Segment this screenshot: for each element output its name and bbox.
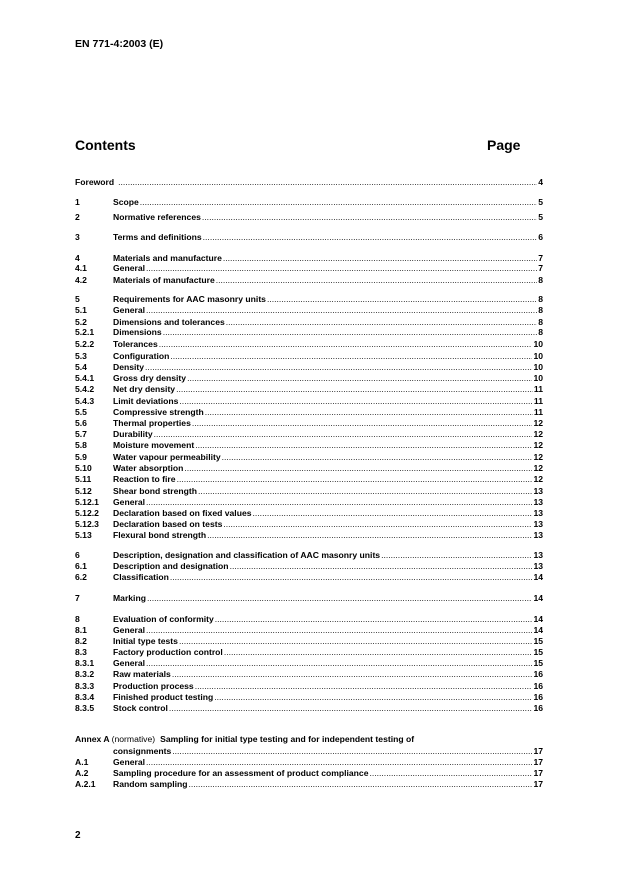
toc-leader bbox=[170, 572, 533, 583]
toc-number: 5.4 bbox=[75, 362, 87, 372]
toc-number: 6.2 bbox=[75, 572, 87, 582]
annex-label bbox=[75, 734, 155, 745]
toc-title: Normative references bbox=[113, 212, 201, 222]
toc-page: 14 bbox=[533, 572, 543, 582]
toc-leader bbox=[176, 384, 533, 395]
toc-title: General bbox=[113, 625, 146, 635]
toc-entry[interactable] bbox=[75, 473, 543, 485]
toc-number: 8 bbox=[75, 614, 80, 624]
toc-entry[interactable] bbox=[75, 326, 543, 338]
document-id: EN 771-4:2003 (E) bbox=[75, 38, 164, 50]
toc-leader bbox=[172, 669, 533, 680]
toc-page: 17 bbox=[533, 779, 543, 789]
toc-number: 4 bbox=[75, 253, 80, 263]
page-column-heading: Page bbox=[487, 137, 521, 153]
toc-number: 8.3 bbox=[75, 647, 87, 657]
toc-title: Compressive strength bbox=[113, 407, 204, 417]
toc-title: Net dry density bbox=[113, 384, 176, 394]
toc-page: 15 bbox=[533, 636, 543, 646]
toc-number: 5.6 bbox=[75, 418, 87, 428]
toc-page: 17 bbox=[533, 768, 543, 778]
toc-number: 8.3.4 bbox=[75, 692, 95, 702]
toc-page: 12 bbox=[533, 418, 543, 428]
toc-number: 8.3.2 bbox=[75, 669, 95, 679]
toc-entry-annex-a[interactable] bbox=[75, 733, 543, 745]
toc-page: 17 bbox=[533, 746, 543, 756]
toc-page: 10 bbox=[533, 351, 543, 361]
toc-title: Water vapour permeability bbox=[113, 452, 221, 462]
toc-page: 14 bbox=[533, 593, 543, 603]
toc-page: 5 bbox=[538, 197, 543, 207]
toc-number: 6.1 bbox=[75, 561, 87, 571]
toc-entry[interactable] bbox=[75, 262, 543, 274]
toc-title: Materials and manufacture bbox=[113, 253, 222, 263]
toc-number: 8.3.5 bbox=[75, 703, 95, 713]
toc-number: 4.1 bbox=[75, 263, 87, 273]
toc-page: 16 bbox=[533, 692, 543, 702]
toc-number: 8.3.1 bbox=[75, 658, 95, 668]
toc-title: Reaction to fire bbox=[113, 474, 176, 484]
toc-page: 12 bbox=[533, 440, 543, 450]
toc-entry[interactable] bbox=[75, 439, 543, 451]
toc-title: Flexural bond strength bbox=[113, 530, 207, 540]
toc-number: 5.12.3 bbox=[75, 519, 99, 529]
toc-leader bbox=[177, 474, 533, 485]
toc-page: 11 bbox=[533, 384, 543, 394]
annex-title-line1: Sampling for initial type testing and for independent testing of bbox=[160, 734, 415, 744]
toc-page: 4 bbox=[538, 177, 543, 187]
toc-page: 11 bbox=[533, 396, 543, 406]
toc-leader bbox=[118, 177, 537, 188]
toc-number: 4.2 bbox=[75, 275, 87, 285]
toc-number: 5.13 bbox=[75, 530, 92, 540]
toc-number: 5.4.1 bbox=[75, 373, 95, 383]
toc-leader bbox=[216, 275, 537, 286]
toc-title: General bbox=[113, 757, 146, 767]
toc-entry[interactable] bbox=[75, 383, 543, 395]
toc-title: Shear bond strength bbox=[113, 486, 198, 496]
toc-title: Configuration bbox=[113, 351, 170, 361]
toc-page: 12 bbox=[533, 463, 543, 473]
toc-page: 12 bbox=[533, 429, 543, 439]
toc-entry[interactable] bbox=[75, 304, 543, 316]
toc-number: 5 bbox=[75, 294, 80, 304]
toc-title: General bbox=[113, 305, 146, 315]
toc-title: Gross dry density bbox=[113, 373, 187, 383]
annex-title-line2: consignments bbox=[113, 746, 172, 756]
toc-page: 16 bbox=[533, 703, 543, 713]
toc-page: 13 bbox=[533, 508, 543, 518]
toc-page: 13 bbox=[533, 561, 543, 571]
toc-entry[interactable] bbox=[75, 529, 543, 541]
toc-page: 15 bbox=[533, 658, 543, 668]
toc-page: 17 bbox=[533, 757, 543, 767]
toc-page: 16 bbox=[533, 681, 543, 691]
toc-leader bbox=[207, 530, 532, 541]
toc-page: 8 bbox=[538, 294, 543, 304]
toc-entry[interactable] bbox=[75, 274, 543, 286]
toc-title: General bbox=[113, 658, 146, 668]
toc-title: Terms and definitions bbox=[113, 232, 202, 242]
toc-page: 12 bbox=[533, 474, 543, 484]
toc-title: General bbox=[113, 263, 146, 273]
toc-page: 15 bbox=[533, 647, 543, 657]
annex-label-text: Annex A bbox=[75, 734, 110, 744]
toc-leader bbox=[203, 232, 538, 243]
toc-title: Evaluation of conformity bbox=[113, 614, 214, 624]
toc-page: 8 bbox=[538, 275, 543, 285]
toc-entry[interactable] bbox=[75, 571, 543, 583]
toc-title: Stock control bbox=[113, 703, 168, 713]
toc-entry[interactable] bbox=[75, 592, 543, 604]
toc-title: Finished product testing bbox=[113, 692, 214, 702]
toc-page: 10 bbox=[533, 373, 543, 383]
toc-entry[interactable] bbox=[75, 338, 543, 350]
toc-title: General bbox=[113, 497, 146, 507]
toc-number: 5.4.3 bbox=[75, 396, 95, 406]
toc-title: Density bbox=[113, 362, 145, 372]
toc-page: 14 bbox=[533, 625, 543, 635]
toc-entry[interactable] bbox=[75, 702, 543, 714]
toc-title: Dimensions bbox=[113, 327, 162, 337]
toc-number: 5.2 bbox=[75, 317, 87, 327]
page-number: 2 bbox=[75, 830, 81, 841]
toc-title: Production process bbox=[113, 681, 194, 691]
toc-title: Tolerances bbox=[113, 339, 158, 349]
toc-number: 5.7 bbox=[75, 429, 87, 439]
toc-leader bbox=[140, 197, 537, 208]
toc-title: Description, designation and classification of AAC masonry units bbox=[113, 550, 381, 560]
toc-number: 2 bbox=[75, 212, 80, 222]
toc-title: Requirements for AAC masonry units bbox=[113, 294, 266, 304]
toc-leader bbox=[147, 593, 532, 604]
toc-number: 5.5 bbox=[75, 407, 87, 417]
toc-page: 8 bbox=[538, 327, 543, 337]
toc-title: Thermal properties bbox=[113, 418, 191, 428]
toc-number: 5.9 bbox=[75, 452, 87, 462]
toc-page: 7 bbox=[538, 253, 543, 263]
toc-leader bbox=[159, 339, 533, 350]
toc-leader bbox=[202, 212, 537, 223]
toc-page: 14 bbox=[533, 614, 543, 624]
toc-page: 5 bbox=[538, 212, 543, 222]
toc-entry[interactable] bbox=[75, 211, 543, 223]
toc-number: A.1 bbox=[75, 757, 89, 767]
toc-title: Initial type tests bbox=[113, 636, 178, 646]
toc-page: 13 bbox=[533, 519, 543, 529]
toc-number: 5.1 bbox=[75, 305, 87, 315]
toc-number: 5.2.2 bbox=[75, 339, 95, 349]
toc-leader bbox=[163, 327, 538, 338]
toc-leader bbox=[189, 779, 533, 790]
toc-leader bbox=[146, 305, 537, 316]
toc-page: 7 bbox=[538, 263, 543, 273]
toc-number: 8.3.3 bbox=[75, 681, 95, 691]
toc-title: Materials of manufacture bbox=[113, 275, 215, 285]
toc-number: 7 bbox=[75, 593, 80, 603]
toc-page: 13 bbox=[533, 530, 543, 540]
toc-page: 12 bbox=[533, 452, 543, 462]
toc-number: 8.2 bbox=[75, 636, 87, 646]
toc-title: Sampling procedure for an assessment of product compliance bbox=[113, 768, 369, 778]
toc-entry[interactable] bbox=[75, 231, 543, 243]
toc-page: 8 bbox=[538, 317, 543, 327]
toc-number: 5.12 bbox=[75, 486, 92, 496]
toc-page: 13 bbox=[533, 486, 543, 496]
toc-title: Marking bbox=[113, 593, 146, 603]
toc-number: 1 bbox=[75, 197, 80, 207]
toc-number: 3 bbox=[75, 232, 80, 242]
toc-title: Moisture movement bbox=[113, 440, 195, 450]
contents-heading: Contents bbox=[75, 137, 136, 153]
toc-title: Limit deviations bbox=[113, 396, 179, 406]
toc-title: Scope bbox=[113, 197, 139, 207]
toc-page: 10 bbox=[533, 339, 543, 349]
toc-title: Random sampling bbox=[113, 779, 188, 789]
toc-number: A.2.1 bbox=[75, 779, 96, 789]
toc-page: 11 bbox=[533, 407, 543, 417]
toc-title: Water absorption bbox=[113, 463, 184, 473]
toc-page: 16 bbox=[533, 669, 543, 679]
toc-title: Classification bbox=[113, 572, 169, 582]
toc-leader bbox=[169, 703, 533, 714]
toc-leader bbox=[195, 440, 532, 451]
toc-page: 6 bbox=[538, 232, 543, 242]
toc-page: 10 bbox=[533, 362, 543, 372]
toc-number: Foreword bbox=[75, 177, 115, 187]
toc-title: Description and designation bbox=[113, 561, 229, 571]
toc-title: Declaration based on fixed values bbox=[113, 508, 252, 518]
toc-title: Raw materials bbox=[113, 669, 171, 679]
toc-number: 5.4.2 bbox=[75, 384, 95, 394]
toc-number: 5.12.1 bbox=[75, 497, 99, 507]
toc-number: 5.10 bbox=[75, 463, 92, 473]
annex-qualifier: (normative) bbox=[111, 734, 156, 744]
toc-number: 8.1 bbox=[75, 625, 87, 635]
toc-number: 5.12.2 bbox=[75, 508, 99, 518]
toc-page: 13 bbox=[533, 497, 543, 507]
toc-number: 5.2.1 bbox=[75, 327, 95, 337]
toc-page: 13 bbox=[533, 550, 543, 560]
toc-title: Durability bbox=[113, 429, 153, 439]
toc-page: 8 bbox=[538, 305, 543, 315]
toc-entry[interactable] bbox=[75, 196, 543, 208]
toc-number: 5.8 bbox=[75, 440, 87, 450]
toc-number: 5.11 bbox=[75, 474, 92, 484]
toc-entry-foreword[interactable] bbox=[75, 176, 543, 188]
toc-leader bbox=[146, 263, 537, 274]
toc-title: Factory production control bbox=[113, 647, 223, 657]
toc-entry[interactable] bbox=[75, 668, 543, 680]
toc-number: A.2 bbox=[75, 768, 89, 778]
toc-title: Declaration based on tests bbox=[113, 519, 223, 529]
toc-title: Dimensions and tolerances bbox=[113, 317, 225, 327]
toc-number: 6 bbox=[75, 550, 80, 560]
toc-number: 5.3 bbox=[75, 351, 87, 361]
toc-entry[interactable] bbox=[75, 778, 543, 790]
